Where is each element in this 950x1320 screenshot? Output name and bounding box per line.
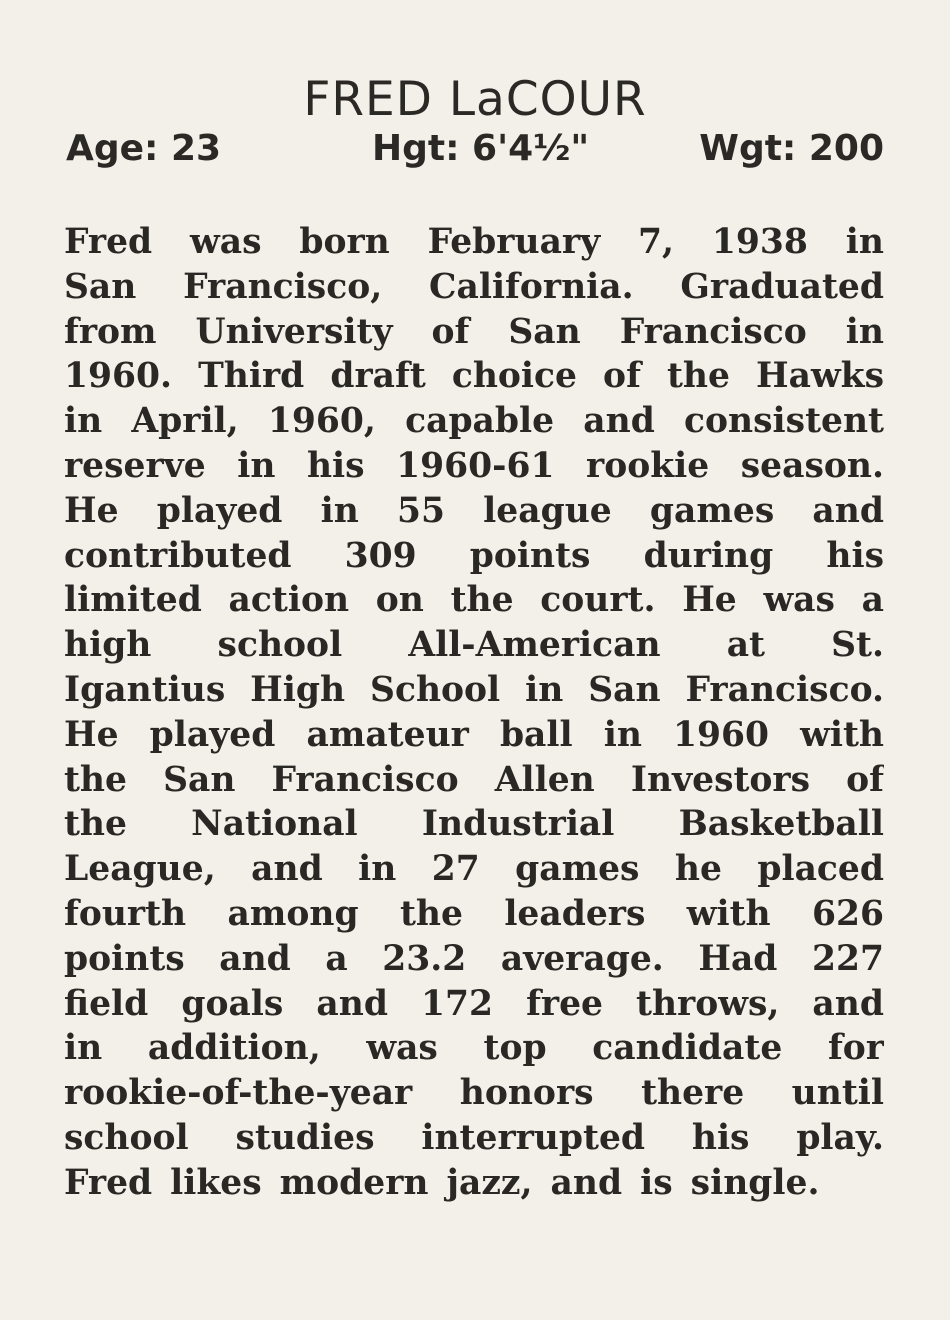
bio-line: field goals and 172 free throws, and — [64, 983, 884, 1024]
bio-line: from University of San Francisco in — [64, 311, 884, 352]
bio-line: 1960. Third draft choice of the Hawks — [64, 356, 884, 397]
bio-line: fourth among the leaders with 626 — [64, 893, 884, 934]
bio-line: school studies interrupted his play. — [64, 1117, 884, 1158]
weight-stat: Wgt: 200 — [699, 128, 884, 169]
bio-line: in addition, was top candidate for — [64, 1028, 884, 1069]
bio-line: points and a 23.2 average. Had 227 — [64, 938, 884, 979]
bio-line: League, and in 27 games he placed — [64, 849, 884, 890]
bio-line: limited action on the court. He was a — [64, 580, 884, 621]
bio-line: Igantius High School in San Francisco. — [64, 669, 884, 710]
bio-line: contributed 309 points during his — [64, 535, 884, 576]
player-stats — [66, 128, 884, 172]
bio-line: Fred was born February 7, 1938 in — [64, 222, 884, 262]
bio-line: the San Francisco Allen Investors of — [64, 759, 884, 800]
height-stat: Hgt: 6'4½" — [372, 128, 590, 169]
age-stat: Age: 23 — [66, 128, 222, 169]
bio-line: He played in 55 league games and — [64, 490, 884, 531]
bio-line: Fred likes modern jazz, and is single. — [64, 1162, 820, 1203]
bio-line: He played amateur ball in 1960 with — [64, 714, 884, 755]
player-name: FRED LaCOUR — [303, 72, 647, 127]
bio-line: rookie-of-the-year honors there until — [64, 1073, 884, 1114]
player-biography — [64, 220, 884, 1206]
bio-line: in April, 1960, capable and consistent — [64, 401, 884, 442]
bio-line: San Francisco, California. Graduated — [64, 266, 884, 307]
bio-line: the National Industrial Basketball — [64, 804, 884, 845]
bio-line: reserve in his 1960-61 rookie season. — [64, 445, 884, 486]
bio-line: high school All-American at St. — [64, 625, 884, 666]
